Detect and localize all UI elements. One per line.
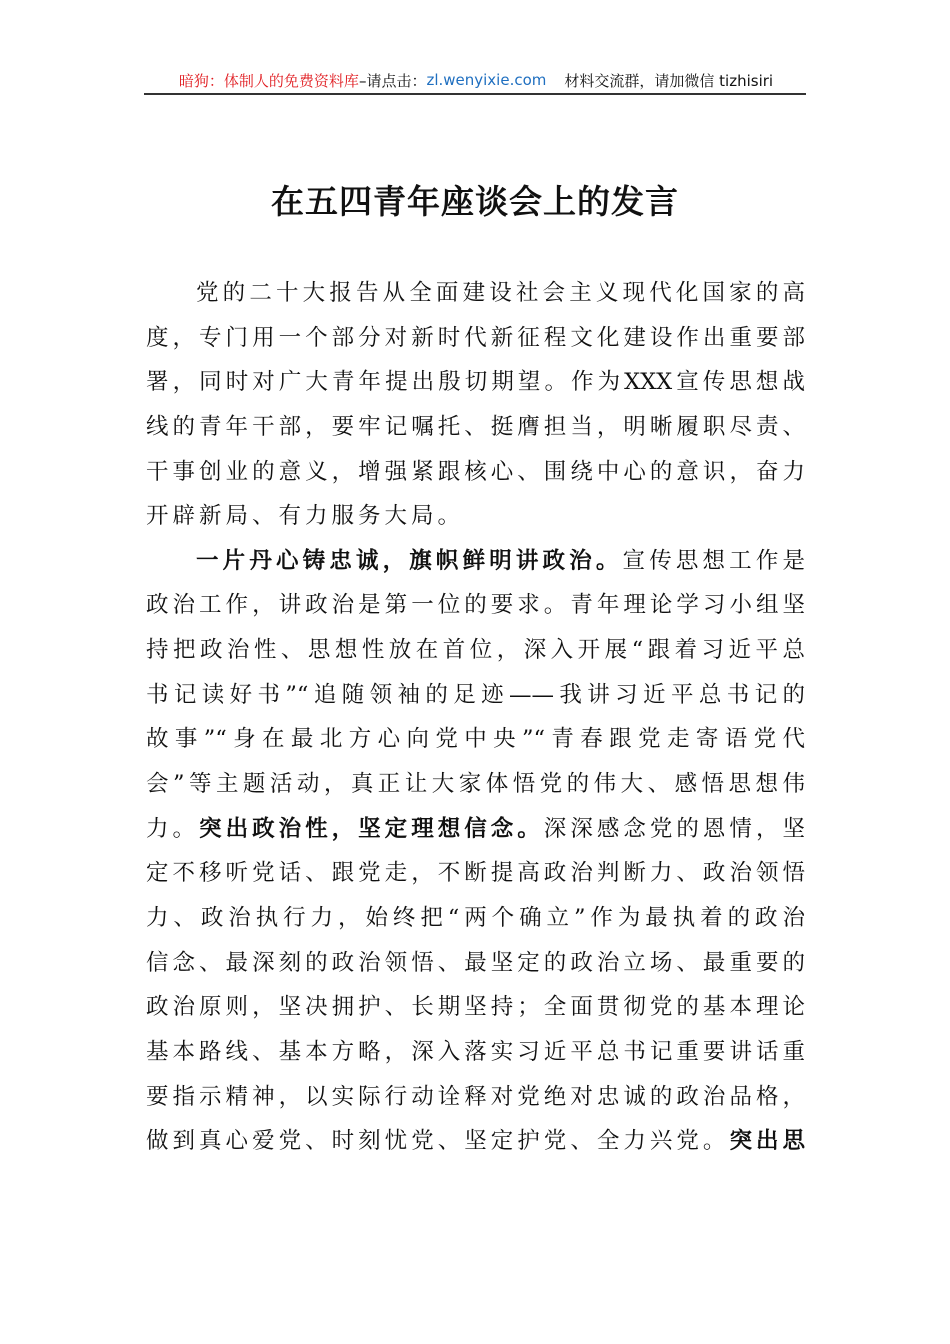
body-text: 基本路线、基本方略，深入落实习近平总书记重要讲话重: [146, 1038, 805, 1065]
text-line: [146, 405, 805, 450]
body-text: 政治工作，讲政治是第一位的要求。青年理论学习小组坚: [146, 592, 805, 619]
document-title: 在五四青年座谈会上的发言: [271, 182, 679, 221]
body-text: 做到真心爱党、时刻忧党、坚定护党、全力兴党。: [146, 1128, 730, 1155]
header-link[interactable]: zl.wenyixie.com: [426, 71, 547, 89]
text-line: [146, 717, 805, 762]
body-text: 宣传思想工作是: [622, 547, 805, 574]
text-line: [146, 583, 805, 628]
text-line: [146, 985, 805, 1030]
header-prompt-text: –请点击：: [358, 71, 427, 90]
body-text: 书记读好书”“追随领袖的足迹——我讲习近平总书记的: [146, 681, 805, 708]
bold-heading-text: 一片丹心铸忠诚，旗帜鲜明讲政治。: [196, 547, 623, 574]
bold-heading-text: 突出政治性，坚定理想信念。: [199, 815, 544, 842]
body-text: 力、政治执行力，始终把“两个确立”作为最执着的政治: [146, 904, 805, 931]
text-line: [146, 1075, 805, 1120]
header-divider: [144, 93, 806, 95]
body-text: 度，专门用一个部分对新时代新征程文化建设作出重要部: [146, 324, 805, 351]
body-text: 党的二十大报告从全面建设社会主义现代化国家的高: [196, 280, 805, 306]
body-text: 要指示精神，以实际行动诠释对党绝对忠诚的政治品格，: [146, 1083, 805, 1110]
body-text: 线的青年干部，要牢记嘱托、挺膺担当，明晰履职尽责、: [146, 413, 805, 440]
page-header: [146, 68, 806, 92]
text-line: [146, 673, 805, 718]
text-line: [146, 450, 805, 495]
body-text: 会”等主题活动，真正让大家体悟党的伟大、感悟思想伟: [146, 771, 805, 798]
text-line: [146, 1030, 805, 1075]
text-line: [146, 851, 805, 896]
document-body: [146, 271, 805, 1164]
text-line: [146, 762, 805, 807]
body-text: 署，同时对广大青年提出殷切期望。作为XXX宣传思想战: [146, 369, 805, 396]
header-contact-text: 材料交流群，请加微信 tizhisiri: [564, 71, 774, 90]
paragraph: [146, 539, 805, 1164]
body-text: 定不移听党话、跟党走，不断提高政治判断力、政治领悟: [146, 860, 805, 887]
text-line: [146, 807, 805, 852]
text-line: [146, 316, 805, 361]
body-text: 信念、最深刻的政治领悟、最坚定的政治立场、最重要的: [146, 949, 805, 976]
body-text: 故事”“身在最北方心向党中央”“青春跟党走寄语党代: [146, 726, 805, 753]
text-line: [146, 494, 805, 539]
header-promo-text: 暗狗：体制人的免费资料库: [178, 71, 359, 90]
text-line: [146, 539, 805, 584]
body-text: 深深感念党的恩情，坚: [543, 815, 805, 842]
paragraph: [146, 271, 805, 539]
text-line: [146, 896, 805, 941]
text-line: [146, 628, 805, 673]
bold-heading-text: 突出思: [729, 1128, 805, 1155]
body-text: 开辟新局、有力服务大局。: [146, 503, 465, 530]
text-line: [146, 941, 805, 986]
text-line: [146, 271, 805, 316]
text-line: [146, 1119, 805, 1164]
body-text: 持把政治性、思想性放在首位，深入开展“跟着习近平总: [146, 637, 805, 664]
body-text: 力。: [146, 815, 200, 842]
text-line: [146, 360, 805, 405]
body-text: 干事创业的意义，增强紧跟核心、围绕中心的意识，奋力: [146, 458, 805, 485]
body-text: 政治原则，坚决拥护、长期坚持；全面贯彻党的基本理论: [146, 994, 805, 1021]
